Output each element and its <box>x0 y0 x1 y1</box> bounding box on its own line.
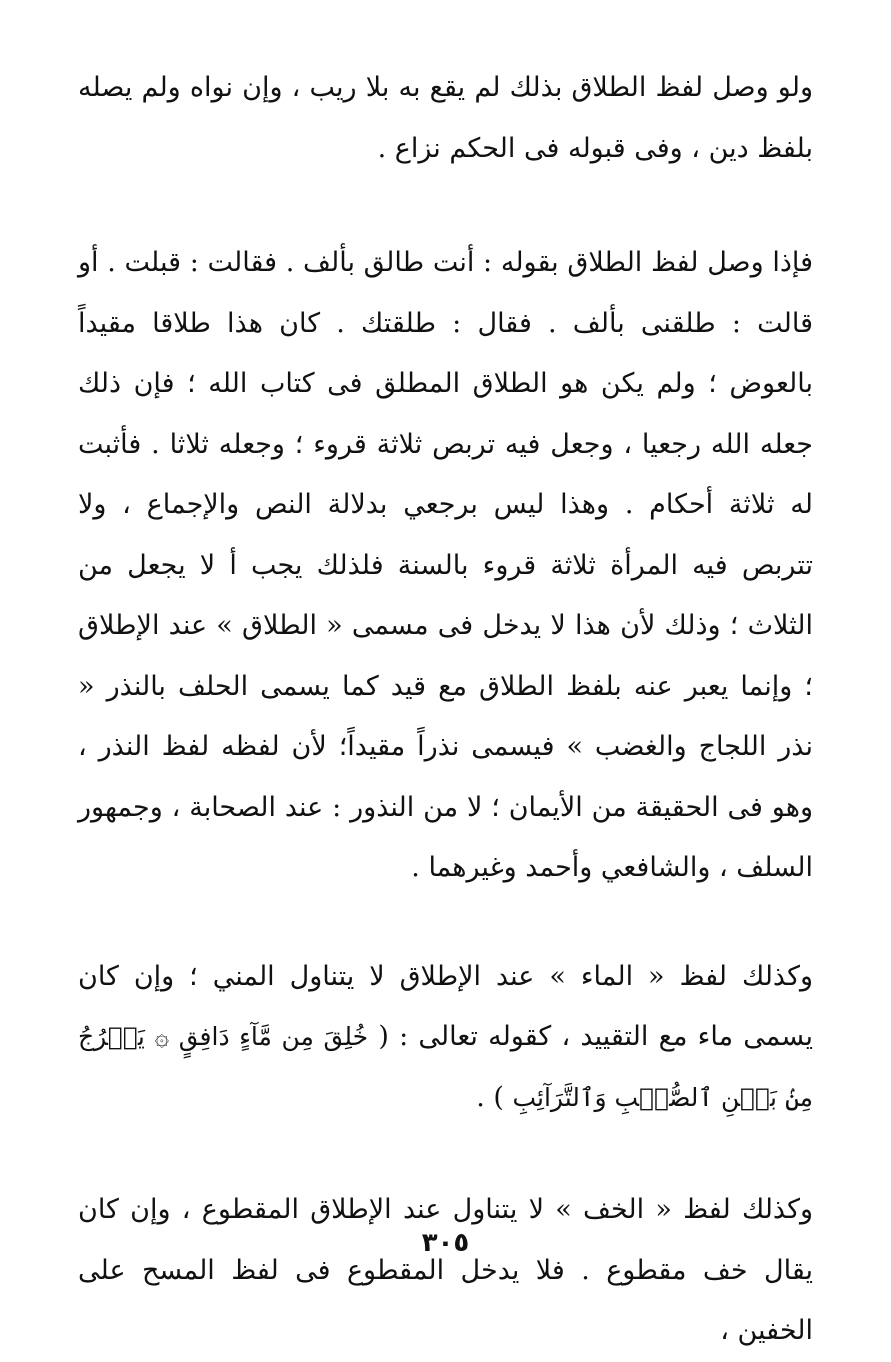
paragraph-3 <box>78 947 813 1129</box>
paragraph-3-closing: ) . <box>476 1081 504 1113</box>
paragraph-2: فإذا وصل لفظ الطلاق بقوله : أنت طالق بألف . فقالت : قبلت . أو قالت : طلقنى بألف . فقال : طلقتك . كان هذا طلاقا مقيداً بالعوض ؛ ولم يكن هو الطلاق المطلق فى كتاب الله ؛ فإن ذلك جعله الله رجعيا ، وجعل فيه تربص ثلاثة قروء ؛ وجعله ثلاثا . فأثبت له ثلاثة أحكام . وهذا ليس برجعي بدلالة النص والإجماع ، ولا تتربص فيه المرأة ثلاثة قروء بالسنة فلذلك يجب أ لا يجعل من الثلاث ؛ وذلك لأن هذا لا يدخل فى مسمى « الطلاق » عند الإطلاق ؛ وإنما يعبر عنه بلفظ الطلاق مع قيد كما يسمى الحلف بالنذر « نذر اللجاج والغضب » فيسمى نذراً مقيداً؛ لأن لفظه لفظ النذر ، وهو فى الحقيقة من الأيمان ؛ لا من النذور : عند الصحابة ، وجمهور السلف ، والشافعي وأحمد وغيرهما . <box>78 247 813 883</box>
paragraph-3-text: وكذلك لفظ « الماء » عند الإطلاق لا يتناول المني ؛ وإن كان يسمى ماء مع التقييد ، كقوله تعالى : ( <box>78 960 813 1052</box>
paragraph-1: ولو وصل لفظ الطلاق بذلك لم يقع به بلا ريب ، وإن نواه ولم يصله بلفظ دين ، وفى قبوله فى الحكم نزاع . <box>78 72 813 164</box>
page-number: ٣٠٥ <box>421 1228 470 1258</box>
paragraph-4: وكذلك لفظ « الخف » لا يتناول عند الإطلاق المقطوع ، وإن كان يقال خف مقطوع . فلا يدخل المقطوع فى لفظ المسح على الخفين ، <box>78 1194 813 1346</box>
quran-verse: خُلِقَ مِن مَّآءٍ دَافِقٍ ۞ يَخۡرُجُ مِنۢ بَيۡنِ ٱلصُّلۡبِ وَٱلتَّرَآئِبِ <box>78 1022 813 1112</box>
